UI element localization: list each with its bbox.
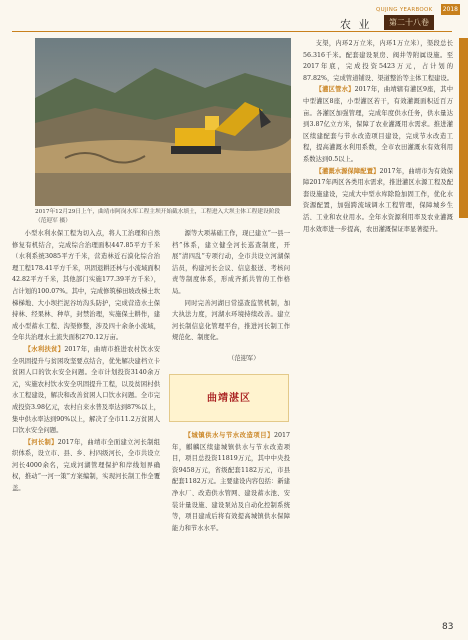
county-title-box: [169, 374, 289, 422]
section-paragraph: [303, 166, 453, 236]
page-number: 83: [442, 622, 454, 632]
middle-column-lower: [172, 430, 290, 534]
left-paragraph: 小型水利水保工程为切入点，将人工治理和自然修复有机结合，完成综合治理面积447.85平方千米（水利系统3085平方千米，营造林近石漠化综合治理工程178.41平方千米，巩固退耕还林与小流域面积42.82平方千米，其他部门实施177.39平方千米），占计划的100.07%。其中，完成修筑梯田坡改梯土坎梯梯地、大小坝拦泥谷坊沟头防护，完成营造水土保持林、经果林、种草，封禁治理，实施保土耕作，建成小型蓄水工程、沟渠修整，涉及四十余条小流域，全年共治理水土流失面积270.12万亩。: [12, 230, 160, 342]
yearbook-year: 2018: [442, 6, 458, 13]
middle-paragraph: 同时完善河湖日常巡查监管机制，加大执法力度，河湖水环境持续改善。建立河长制信息化管理平台，推进河长制工作规范化、制度化。: [172, 299, 290, 342]
section-heading: 【城镇供水与节水改造项目】: [184, 432, 274, 439]
section-heading: 【河长制】: [24, 438, 58, 446]
right-paragraph: 支渠，内环2万立米，内环1万立米），渠段总长56.316千米。配套建设泵房、阀井等附属设施。至2017年底，完成投资5423万元，占计划的87.82%，完成管道铺设、渠道整治等主体工程建设。: [303, 40, 453, 82]
section-title: 农 业: [340, 18, 372, 31]
dam-construction-photo: [35, 38, 291, 206]
section-paragraph: [303, 84, 453, 165]
section-body: 2017年，曲靖市推进农村饮水安全巩固提升与贫困攻坚要点结合，优先解决建档立卡贫困人口的饮水安全问题。全市计划投资3140余万元，实施农村饮水安全巩固提升工程，以及贫困村供水工程建设，解决和改善贫困人口饮水问题。全市完成投资3.98亿元，农村自来水普及率达到87%以上，集中供水率达到90%以上，解决了全市11.2万贫困人口饮水安全问题。: [12, 345, 160, 435]
author-signature: （范迎军）: [228, 355, 260, 362]
header-rule: [12, 31, 452, 32]
section-body: 2017年，曲靖市全面建立河长制组织体系，设立市、县、乡、村四级河长，全市共设立河长4000余名，完成河湖管理保护和岸线划界确权，推动“一河一策”方案编制，实现河长制工作全覆盖。: [12, 438, 161, 493]
section-heading: 【灌溉水源保障配置】: [315, 167, 380, 175]
edge-tab: [459, 38, 468, 218]
section-body: 2017年，曲靖市为有效保障2017年两区各类用水需求，推进灌区水源工程及配套设施建设，完成大中型水库除险加固工作，优化水资源配置，加强跨流域调水工程管理，保障城乡生活、工业和农业用水。全年水资源利用率及农业灌溉用水效率进一步提高，农田灌溉保证率显著提升。: [303, 167, 454, 233]
photo-caption: 2017年12月29日上午，曲靖市阿岗水库工程主坝开始截水填土，工程进入大坝主体工程建设阶段（范迎军 摄）: [35, 209, 281, 224]
section-heading: 【水利扶贫】: [24, 345, 65, 353]
section-paragraph: [12, 344, 160, 437]
county-title: 曲靖湛区: [207, 393, 251, 404]
section-paragraph: [172, 430, 290, 534]
section-heading: 【灌区管水】: [315, 86, 355, 94]
right-column: [303, 38, 453, 235]
middle-column: [172, 228, 290, 344]
section-body: 2017年，曲靖辖有灌区9座，其中中型灌区8座，小型灌区若干，有效灌溉面积近百万亩。各灌区加强管理，完成年度供水任务，供水量达到3.87亿立方米，保障了农业灌溉用水需求。推进灌区续建配套与节水改造项目建设，完成节水改造工程，提高灌溉水利用系数，全市农田灌溉水有效利用系数达到0.5以上。: [303, 86, 453, 163]
section-body: 2017年，麒麟区续建城镇供水与节水改造项目，项目总投资11819万元，其中中央投资9458万元，省级配套1182万元，市县配套1182万元。主要建设内容包括：新建净水厂、改造供水管网、建设蓄水池、安装计量设施、建设泵站及自动化控制系统等，项目建成后将有效提高城镇供水保障能力和节水水平。: [172, 432, 290, 532]
volume-label: 第二十八卷: [384, 15, 434, 30]
middle-paragraph: 源等大项基础工作，现已建立“一县一档”体系，建立健全河长巡查制度，开展“清四乱”专项行动，全市共设立河湖保洁员，构建河长会议、信息报送、考核问责等制度体系，形成齐抓共管的工作格局。: [172, 230, 290, 295]
left-column: [12, 228, 160, 495]
section-paragraph: [12, 437, 160, 495]
yearbook-en-label: QUJING YEARBOOK: [376, 7, 433, 13]
